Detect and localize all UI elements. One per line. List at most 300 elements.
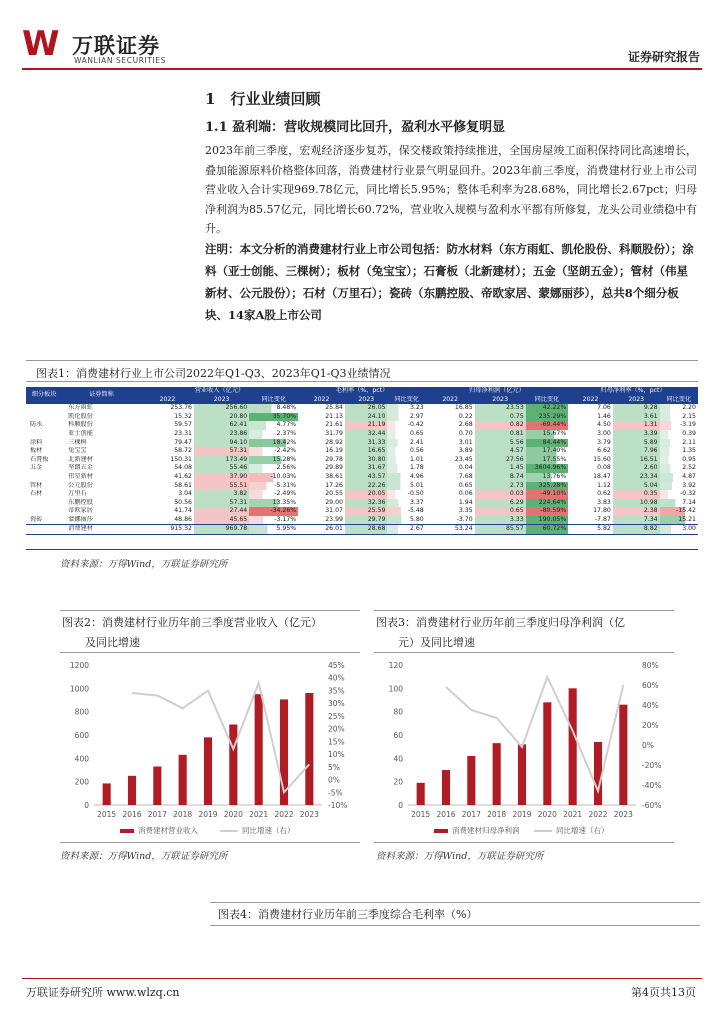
value-cell-ny: 84.44% <box>526 439 569 448</box>
value-cell-m22: 0.62 <box>597 490 611 498</box>
value-cell-gy: -5.48 <box>387 507 425 516</box>
profit-y2-tick: -40% <box>642 781 662 790</box>
value-cell-ry: 35.70% <box>249 413 298 422</box>
col-net-profit: 归母净利润（亿元） <box>426 387 568 396</box>
revenue-y2-tick: 20% <box>328 724 345 734</box>
value-cell-gy: 5.01 <box>387 482 425 491</box>
logo-name-cn: 万联证券 <box>72 34 160 58</box>
brand-logo <box>22 24 172 70</box>
value-cell-r22: 41.74 <box>174 507 192 515</box>
segment-cell: 板材 <box>30 447 43 455</box>
value-cell-ry: 2.37% <box>249 430 298 439</box>
profit-x-tick: 2023 <box>613 810 633 819</box>
value-cell-m22: 4.50 <box>597 421 611 429</box>
profit-x-tick: 2022 <box>588 810 608 819</box>
company-cell: 北新建材 <box>68 455 93 463</box>
profit-x-tick: 2019 <box>512 810 532 819</box>
value-cell-m22: 15.60 <box>593 455 611 463</box>
value-cell-my: 1.35 <box>660 447 698 456</box>
value-cell-n22: 0.06 <box>458 490 473 498</box>
profit-bar <box>518 744 526 805</box>
value-cell-n22: 1.94 <box>458 498 473 506</box>
revenue-y2-tick: 15% <box>328 737 345 747</box>
revenue-y2-tick: 25% <box>328 711 345 721</box>
sub-yoy: 同比变化 <box>660 396 698 405</box>
table-header-row <box>26 387 698 396</box>
segment-cell <box>26 473 62 482</box>
figure1-title: 图表1：消费建材行业上市公司2022年Q1-Q3、2023年Q1-Q3业绩情况 <box>36 367 391 380</box>
revenue-x-tick: 2020 <box>223 810 243 819</box>
table-row <box>26 490 698 499</box>
profit-legend-bar-label: 消费建材归母净利润 <box>452 826 520 835</box>
segment-cell <box>26 413 62 422</box>
revenue-x-tick: 2016 <box>122 810 142 819</box>
sub-2022: 2022 <box>298 396 345 405</box>
value-cell-gy: 2.67 <box>387 525 425 534</box>
profit-x-tick: 2021 <box>563 810 583 819</box>
table-row <box>26 439 698 448</box>
revenue-bar <box>229 725 237 806</box>
revenue-y2-tick: -5% <box>328 788 343 798</box>
profit-bar <box>467 756 475 805</box>
value-cell-my: -15.42 <box>660 507 698 516</box>
value-cell-ny: 235.29% <box>526 413 569 422</box>
segment-cell: 瓷砖 <box>30 515 43 523</box>
value-cell-my: 2.20 <box>660 404 698 413</box>
revenue-x-tick: 2021 <box>249 810 269 819</box>
revenue-y2-tick: 45% <box>328 661 345 670</box>
value-cell-gy: 1.01 <box>387 456 425 465</box>
profit-bar <box>442 770 450 805</box>
value-cell-r22: 58.61 <box>174 481 192 489</box>
value-cell-n23: 27.56 <box>475 456 526 465</box>
sub-yoy: 同比变化 <box>387 396 425 405</box>
value-cell-ny: 13.76% <box>526 473 569 482</box>
value-cell-r23: 55.46 <box>194 464 249 473</box>
value-cell-my: 4.87 <box>660 473 698 482</box>
value-cell-r22: 59.57 <box>174 421 192 429</box>
value-cell-ny: -69.44% <box>526 421 569 430</box>
value-cell-n22: 3.35 <box>458 507 473 515</box>
revenue-bar <box>305 693 313 805</box>
revenue-y-tick: 600 <box>74 731 89 740</box>
section-heading: 1 行业业绩回顾 <box>205 90 321 108</box>
value-cell-m23: 3.61 <box>613 413 660 422</box>
value-cell-r23: 55.51 <box>194 482 249 491</box>
revenue-bar <box>204 737 212 805</box>
value-cell-m23: 7.96 <box>613 447 660 456</box>
value-cell-ny: 224.64% <box>526 499 569 508</box>
table-row <box>26 507 698 516</box>
revenue-x-tick: 2018 <box>173 810 193 819</box>
revenue-bar <box>128 776 136 805</box>
value-cell-n22: 0.22 <box>458 412 473 420</box>
sub-2022: 2022 <box>141 396 194 405</box>
value-cell-g22: 20.55 <box>325 490 343 498</box>
table-row <box>26 464 698 473</box>
profit-bar <box>543 702 551 805</box>
value-cell-g23: 16.65 <box>345 447 388 456</box>
value-cell-r23: 94.10 <box>194 439 249 448</box>
value-cell-g23: 31.67 <box>345 464 388 473</box>
value-cell-m23: 1.31 <box>613 421 660 430</box>
profit-y-tick: 80 <box>393 707 403 717</box>
value-cell-g22: 28.92 <box>325 438 343 446</box>
value-cell-m22: 7.06 <box>597 404 611 412</box>
value-cell-r22: 915.32 <box>141 525 194 534</box>
value-cell-my: 15.21 <box>660 516 698 525</box>
value-cell-n23: 0.82 <box>475 421 526 430</box>
value-cell-n23: 0.81 <box>475 430 526 439</box>
figure1-bottom-rule <box>26 549 698 550</box>
profit-x-tick: 2016 <box>436 810 456 819</box>
value-cell-r23: 3.82 <box>194 490 249 499</box>
value-cell-n22: 7.68 <box>458 473 473 481</box>
value-cell-m23: 16.51 <box>613 456 660 465</box>
profit-bar <box>619 705 627 805</box>
table-total-row <box>26 525 698 534</box>
table-row <box>26 516 698 525</box>
figure2-bottom-rule <box>60 842 360 843</box>
value-cell-ny: 17.40% <box>526 447 569 456</box>
logo-name-en: WANLIAN SECURITIES <box>74 56 167 65</box>
value-cell-m23: 3.39 <box>613 430 660 439</box>
value-cell-m22: 5.82 <box>568 525 613 534</box>
page-number: 第4页共13页 <box>631 986 696 999</box>
header-divider <box>22 68 702 70</box>
segment-cell: 石膏板 <box>30 455 49 463</box>
company-cell: 三棵树 <box>68 438 87 446</box>
revenue-y-tick: 1200 <box>69 661 89 670</box>
value-cell-g23: 32.36 <box>345 499 388 508</box>
value-cell-ry: 13.35% <box>249 499 298 508</box>
col-company: 证券简称 <box>62 387 141 404</box>
company-cell: 蒙娜丽莎 <box>68 515 93 523</box>
profit-x-tick: 2020 <box>537 810 557 819</box>
value-cell-ny: 325.28% <box>526 482 569 491</box>
profit-y-tick: 40 <box>393 754 403 764</box>
value-cell-g22: 23.99 <box>325 515 343 523</box>
table-row <box>26 499 698 508</box>
value-cell-ny: -80.59% <box>526 507 569 516</box>
report-type-label: 证券研究报告 <box>627 50 700 64</box>
value-cell-n22: 23.45 <box>454 455 473 463</box>
value-cell-r23: 45.65 <box>194 516 249 525</box>
value-cell-g23: 28.68 <box>345 525 388 534</box>
revenue-legend-bar-label: 消费建材营业收入 <box>138 826 198 835</box>
value-cell-r23: 20.80 <box>194 413 249 422</box>
profit-bar <box>594 742 602 805</box>
value-cell-g22: 16.19 <box>325 447 343 455</box>
table-row <box>26 404 698 413</box>
value-cell-n23: 8.74 <box>475 473 526 482</box>
value-cell-r22: 54.08 <box>174 464 192 472</box>
value-cell-ny: -49.10% <box>526 490 569 499</box>
value-cell-n22: 3.01 <box>458 438 473 446</box>
sub-2022: 2022 <box>426 396 475 405</box>
value-cell-ny: 3604.96% <box>526 464 569 473</box>
figure3-source: 资料来源：万得Wind，万联证券研究所 <box>376 851 544 862</box>
company-cell: 东鹏控股 <box>68 498 93 506</box>
profit-legend-bar-swatch <box>434 829 448 833</box>
profit-y2-tick: -60% <box>642 801 662 810</box>
value-cell-n23: 0.65 <box>475 507 526 516</box>
value-cell-m23: 5.89 <box>613 439 660 448</box>
table-row <box>26 430 698 439</box>
figure3-top-rule <box>374 610 674 611</box>
value-cell-g23: 25.59 <box>345 507 388 516</box>
sub-2023: 2023 <box>475 396 526 405</box>
figure2-source: 资料来源：万得Wind，万联证券研究所 <box>60 851 228 862</box>
segment-cell <box>26 525 62 534</box>
value-cell-m22: 1.12 <box>597 481 611 489</box>
table-row <box>26 421 698 430</box>
value-cell-my: 3.92 <box>660 482 698 491</box>
value-cell-m23: 2.60 <box>613 464 660 473</box>
value-cell-r22: 23.31 <box>174 430 192 438</box>
segment-cell <box>26 507 62 516</box>
value-cell-n23: 0.03 <box>475 490 526 499</box>
col-revenue: 营业收入（亿元） <box>141 387 298 396</box>
segment-cell: 管材 <box>30 481 43 489</box>
value-cell-m22: 0.08 <box>597 464 611 472</box>
value-cell-n22: 2.68 <box>458 421 473 429</box>
value-cell-g23: 20.05 <box>345 490 388 499</box>
revenue-x-tick: 2017 <box>147 810 167 819</box>
segment-cell <box>26 499 62 508</box>
revenue-y2-tick: 30% <box>328 699 345 709</box>
revenue-y-tick: 800 <box>74 707 89 717</box>
logo-mark: W <box>22 24 54 64</box>
value-cell-gy: 3.37 <box>387 499 425 508</box>
value-cell-g22: 26.01 <box>298 525 345 534</box>
table-row <box>26 413 698 422</box>
value-cell-n23: 3.33 <box>475 516 526 525</box>
value-cell-m23: 9.28 <box>613 404 660 413</box>
value-cell-my: -0.32 <box>660 490 698 499</box>
value-cell-ny: 17.55% <box>526 456 569 465</box>
value-cell-m22: 3.00 <box>597 430 611 438</box>
sub-2023: 2023 <box>345 396 388 405</box>
revenue-x-tick: 2019 <box>198 810 218 819</box>
value-cell-ry: 4.77% <box>249 421 298 430</box>
profit-bar <box>569 688 577 805</box>
profit-y2-tick: 60% <box>642 681 659 690</box>
profit-chart <box>374 655 674 837</box>
company-cell: 亚士创能 <box>68 430 93 438</box>
revenue-x-tick: 2023 <box>299 810 319 819</box>
value-cell-m23: 0.35 <box>613 490 660 499</box>
figure1-title-rule <box>26 381 698 382</box>
profit-y-tick: 20 <box>393 777 403 787</box>
sub-2023: 2023 <box>194 396 249 405</box>
value-cell-g23: 32.44 <box>345 430 388 439</box>
sub-2023: 2023 <box>613 396 660 405</box>
segment-cell: 石材 <box>30 490 43 498</box>
performance-table <box>26 387 698 535</box>
value-cell-ny: 42.22% <box>526 404 569 413</box>
value-cell-g22: 21.61 <box>325 421 343 429</box>
value-cell-gy: 1.78 <box>387 464 425 473</box>
company-cell: 公元股份 <box>68 481 93 489</box>
value-cell-g23: 22.26 <box>345 482 388 491</box>
segment-cell: 防水 <box>30 421 43 429</box>
value-cell-g22: 31.07 <box>325 507 343 515</box>
revenue-y-tick: 1000 <box>69 684 89 694</box>
value-cell-r23: 23.86 <box>194 430 249 439</box>
segment-cell <box>26 404 62 413</box>
value-cell-m22: 6.62 <box>597 447 611 455</box>
value-cell-g22: 31.79 <box>325 430 343 438</box>
value-cell-ry: 2.56% <box>249 464 298 473</box>
value-cell-m22: 3.83 <box>597 498 611 506</box>
value-cell-gy: 2.41 <box>387 439 425 448</box>
value-cell-r22: 15.32 <box>174 412 192 420</box>
figure3-title-line2: 元）及同比增速 <box>398 636 475 649</box>
value-cell-r23: 57.31 <box>194 499 249 508</box>
figure2-title-rule <box>60 652 360 653</box>
value-cell-gy: -0.50 <box>387 490 425 499</box>
value-cell-m22: 18.47 <box>593 473 611 481</box>
value-cell-n23: 23.53 <box>475 404 526 413</box>
value-cell-r23: 62.41 <box>194 421 249 430</box>
revenue-bar <box>255 694 263 805</box>
figure2-title-line2: 及同比增速 <box>85 636 140 649</box>
value-cell-gy: 5.80 <box>387 516 425 525</box>
revenue-y2-tick: 35% <box>328 686 345 696</box>
value-cell-r23: 173.49 <box>194 456 249 465</box>
value-cell-r22: 50.56 <box>174 498 192 506</box>
value-cell-n22: -3.70 <box>456 515 473 523</box>
value-cell-ry: -3.17% <box>249 516 298 525</box>
value-cell-my: 7.14 <box>660 499 698 508</box>
value-cell-g23: 26.05 <box>345 404 388 413</box>
figure1-source: 资料来源：万得Wind，万联证券研究所 <box>60 559 228 570</box>
value-cell-g23: 43.57 <box>345 473 388 482</box>
value-cell-m23: 8.82 <box>613 525 660 534</box>
profit-y-tick: 60 <box>393 731 403 740</box>
profit-y2-tick: 0% <box>642 741 654 750</box>
revenue-chart <box>60 655 360 837</box>
company-cell: 伟星新材 <box>68 473 93 481</box>
profit-x-tick: 2015 <box>411 810 431 819</box>
value-cell-m23: 2.38 <box>613 507 660 516</box>
value-cell-gy: 3.23 <box>387 404 425 413</box>
value-cell-n23: 6.29 <box>475 499 526 508</box>
revenue-y-tick: 200 <box>74 777 89 787</box>
figure2-top-rule <box>60 610 360 611</box>
segment-cell <box>26 430 62 439</box>
footer-divider <box>22 978 702 979</box>
value-cell-gy: 0.65 <box>387 430 425 439</box>
profit-x-tick: 2018 <box>487 810 507 819</box>
revenue-bar <box>153 767 161 806</box>
value-cell-my: 3.00 <box>660 525 698 534</box>
value-cell-g22: 29.78 <box>325 455 343 463</box>
value-cell-gy: 0.56 <box>387 447 425 456</box>
value-cell-m23: 10.98 <box>613 499 660 508</box>
value-cell-g22: 21.13 <box>325 412 343 420</box>
note-paragraph: 注明：本文分析的消费建材行业上市公司包括：防水材料（东方雨虹、凯伦股份、科顺股份）；涂料（亚士创能、三棵树）；板材（兔宝宝）；石膏板（北新建材）；五金（坚朗五金）；管材（伟星新材、公元股份）；石材（万里石）；瓷砖（东鹏控股、帝欧家居、蒙娜丽莎），总共8个细分板块、14家A股上市公司 <box>205 242 694 322</box>
figure1-top-rule <box>26 360 698 361</box>
company-cell: 凯伦股份 <box>68 412 93 420</box>
revenue-legend-bar-swatch <box>120 829 134 833</box>
value-cell-m22: 1.46 <box>597 412 611 420</box>
value-cell-my: 2.15 <box>660 413 698 422</box>
value-cell-g22: 38.61 <box>325 473 343 481</box>
value-cell-g23: 24.10 <box>345 413 388 422</box>
profit-y-tick: 120 <box>388 661 403 670</box>
value-cell-g23: 21.19 <box>345 421 388 430</box>
profit-y2-tick: 20% <box>642 721 659 730</box>
value-cell-my: 2.52 <box>660 464 698 473</box>
segment-cell: 涂料 <box>30 438 43 446</box>
revenue-x-tick: 2022 <box>274 810 294 819</box>
value-cell-r22: 150.31 <box>170 455 192 463</box>
value-cell-m23: 5.04 <box>613 482 660 491</box>
subsection-heading: 1.1 盈利端：营收规模同比回升，盈利水平修复明显 <box>205 120 506 135</box>
profit-bar <box>417 783 425 805</box>
value-cell-r22: 48.86 <box>174 515 192 523</box>
segment-cell: 五金 <box>30 464 43 472</box>
company-cell: 消费建材 <box>62 525 141 534</box>
value-cell-r23: 256.60 <box>194 404 249 413</box>
profit-y-tick: 0 <box>398 801 403 810</box>
value-cell-n22: 3.89 <box>458 447 473 455</box>
figure4-title: 图表4：消费建材行业历年前三季度综合毛利率（%） <box>218 908 478 921</box>
profit-y2-tick: 80% <box>642 661 659 670</box>
value-cell-n22: 0.65 <box>458 481 473 489</box>
revenue-bar <box>179 755 187 805</box>
value-cell-gy: 2.97 <box>387 413 425 422</box>
value-cell-ry: -34.26% <box>249 507 298 516</box>
value-cell-ny: 190.05% <box>526 516 569 525</box>
value-cell-n23: 2.73 <box>475 482 526 491</box>
sub-yoy: 同比变化 <box>249 396 298 405</box>
table-row <box>26 456 698 465</box>
value-cell-n23: 85.57 <box>475 525 526 534</box>
figure4-top-rule <box>210 902 700 903</box>
company-cell: 坚朗五金 <box>68 464 93 472</box>
value-cell-ry: -2.42% <box>249 447 298 456</box>
value-cell-n23: 0.75 <box>475 413 526 422</box>
value-cell-g22: 29.00 <box>325 498 343 506</box>
value-cell-ry: 15.28% <box>249 456 298 465</box>
value-cell-r22: 3.04 <box>178 490 192 498</box>
revenue-y-tick: 0 <box>84 801 89 810</box>
value-cell-r22: 253.76 <box>170 404 192 412</box>
value-cell-g22: 29.89 <box>325 464 343 472</box>
figure4-title-rule <box>210 925 700 926</box>
value-cell-n22: 0.70 <box>458 430 473 438</box>
company-cell: 科顺股份 <box>68 421 93 429</box>
value-cell-m22: -7.87 <box>594 515 611 523</box>
value-cell-my: 0.95 <box>660 456 698 465</box>
company-cell: 兔宝宝 <box>68 447 87 455</box>
value-cell-ry: 5.95% <box>249 525 298 534</box>
value-cell-ry: 18.42% <box>249 439 298 448</box>
value-cell-n23: 4.57 <box>475 447 526 456</box>
revenue-y2-tick: 0% <box>328 775 340 785</box>
revenue-y2-tick: 40% <box>328 673 345 683</box>
value-cell-n22: 53.24 <box>426 525 475 534</box>
company-cell: 东方雨虹 <box>68 404 93 412</box>
profit-x-tick: 2017 <box>461 810 481 819</box>
value-cell-ny: 60.72% <box>526 525 569 534</box>
value-cell-m22: 3.79 <box>597 438 611 446</box>
company-cell: 万里石 <box>68 490 87 498</box>
value-cell-r22: 58.72 <box>174 447 192 455</box>
